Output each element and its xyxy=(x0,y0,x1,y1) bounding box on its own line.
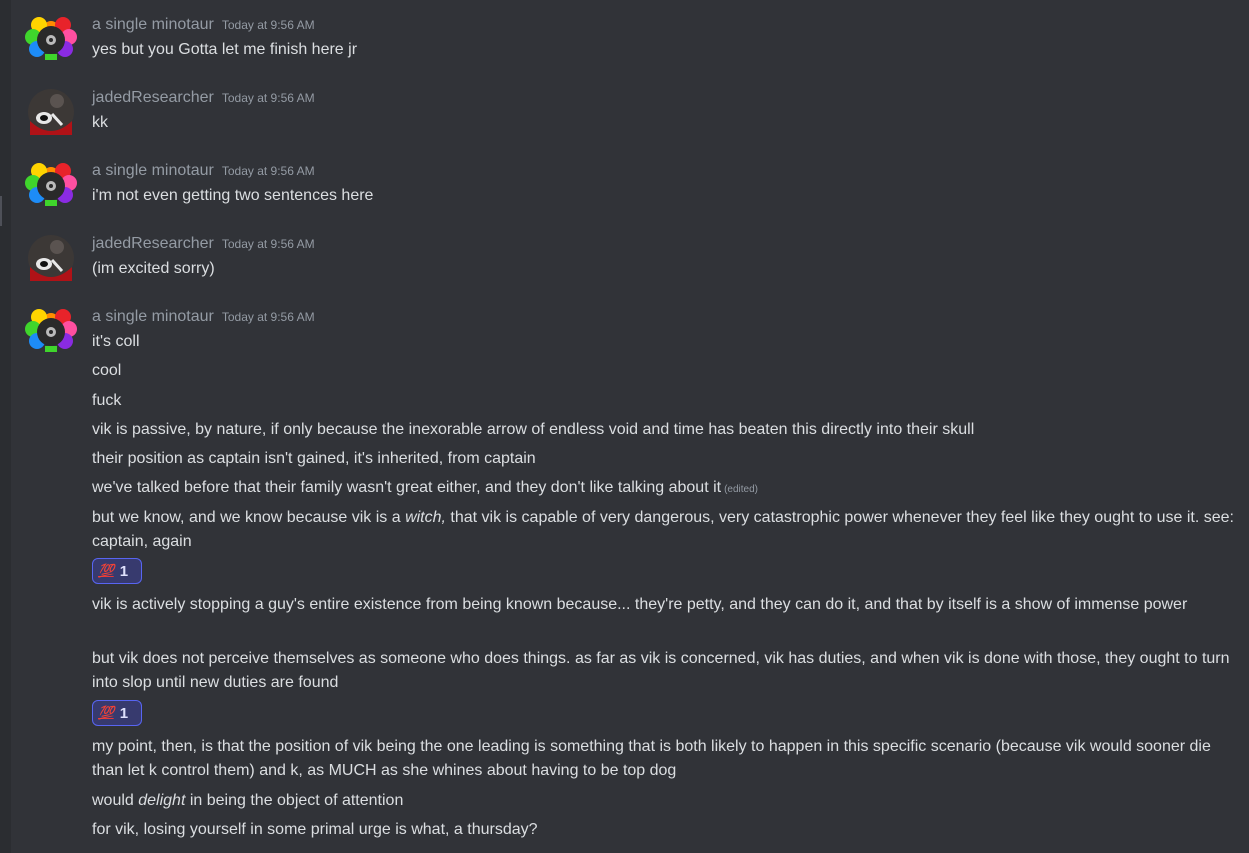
timestamp[interactable]: Today at 9:56 AM xyxy=(221,18,315,32)
message-italic-text: witch, xyxy=(405,509,446,526)
reaction-count: 1 xyxy=(119,704,129,722)
message-header xyxy=(92,160,315,182)
message-text: but we know, and we know because vik is a xyxy=(92,509,406,526)
username[interactable]: a single minotaur xyxy=(92,162,214,179)
scroll-indicator xyxy=(0,196,2,226)
reaction-count: 1 xyxy=(119,562,129,580)
rainbow-afro-avatar-icon[interactable] xyxy=(24,302,78,356)
message-header xyxy=(92,306,315,328)
message-text: in being the object of attention xyxy=(185,792,404,809)
timestamp[interactable]: Today at 9:56 AM xyxy=(221,310,315,324)
rainbow-afro-avatar-icon[interactable] xyxy=(24,156,78,210)
message-text: that vik is capable of very dangerous, very catastrophic power whenever they feel like they ought to use it. see: captain, again xyxy=(92,509,1234,550)
dark-mask-avatar-icon[interactable] xyxy=(24,231,78,285)
message-content: it's coll xyxy=(92,333,140,350)
message-header xyxy=(92,87,315,109)
message-content xyxy=(92,506,1237,554)
message-content xyxy=(92,789,1237,813)
message-italic-text: delight xyxy=(138,792,186,809)
channel-sidebar-edge xyxy=(0,0,11,853)
reaction-button[interactable] xyxy=(92,700,142,726)
dark-mask-avatar-icon[interactable] xyxy=(24,85,78,139)
hundred-points-icon: 💯 xyxy=(98,563,114,578)
message-content: their position as captain isn't gained, it's inherited, from captain xyxy=(92,450,536,467)
timestamp[interactable]: Today at 9:56 AM xyxy=(221,91,315,105)
message-content: for vik, losing yourself in some primal urge is what, a thursday? xyxy=(92,821,538,838)
hundred-points-icon: 💯 xyxy=(98,705,114,720)
message-text: would xyxy=(92,792,139,809)
timestamp[interactable]: Today at 9:56 AM xyxy=(221,237,315,251)
message-content: kk xyxy=(92,114,108,131)
message-content: cool xyxy=(92,362,122,379)
username[interactable]: a single minotaur xyxy=(92,308,214,325)
username[interactable]: jadedResearcher xyxy=(92,235,214,252)
message-text: we've talked before that their family wasn't great either, and they don't like talking about it xyxy=(92,479,722,496)
message-content xyxy=(92,476,1237,502)
message-content: but vik does not perceive themselves as someone who does things. as far as vik is concerned, vik has duties, and when vik is done with those, they ought to turn into slop until new duties are found xyxy=(92,650,1230,691)
message-content: yes but you Gotta let me finish here jr xyxy=(92,41,358,58)
message-header xyxy=(92,233,315,255)
username[interactable]: jadedResearcher xyxy=(92,89,214,106)
message-header xyxy=(92,14,315,36)
message-content: (im excited sorry) xyxy=(92,260,215,277)
reaction-button[interactable] xyxy=(92,558,142,584)
message-content: i'm not even getting two sentences here xyxy=(92,187,374,204)
message-content: fuck xyxy=(92,392,122,409)
message-content: vik is passive, by nature, if only because the inexorable arrow of endless void and time has beaten this directly into their skull xyxy=(92,421,975,438)
username[interactable]: a single minotaur xyxy=(92,16,214,33)
edited-label[interactable]: (edited) xyxy=(724,484,758,495)
message-content: vik is actively stopping a guy's entire existence from being known because... they're petty, and they can do it, and that by itself is a show of immense power xyxy=(92,596,1188,613)
timestamp[interactable]: Today at 9:56 AM xyxy=(221,164,315,178)
rainbow-afro-avatar-icon[interactable] xyxy=(24,10,78,64)
message-content: my point, then, is that the position of vik being the one leading is something that is both likely to happen in this specific scenario (because vik would sooner die than let k control them) and k, as MUCH as she whines about having to be top dog xyxy=(92,738,1211,779)
